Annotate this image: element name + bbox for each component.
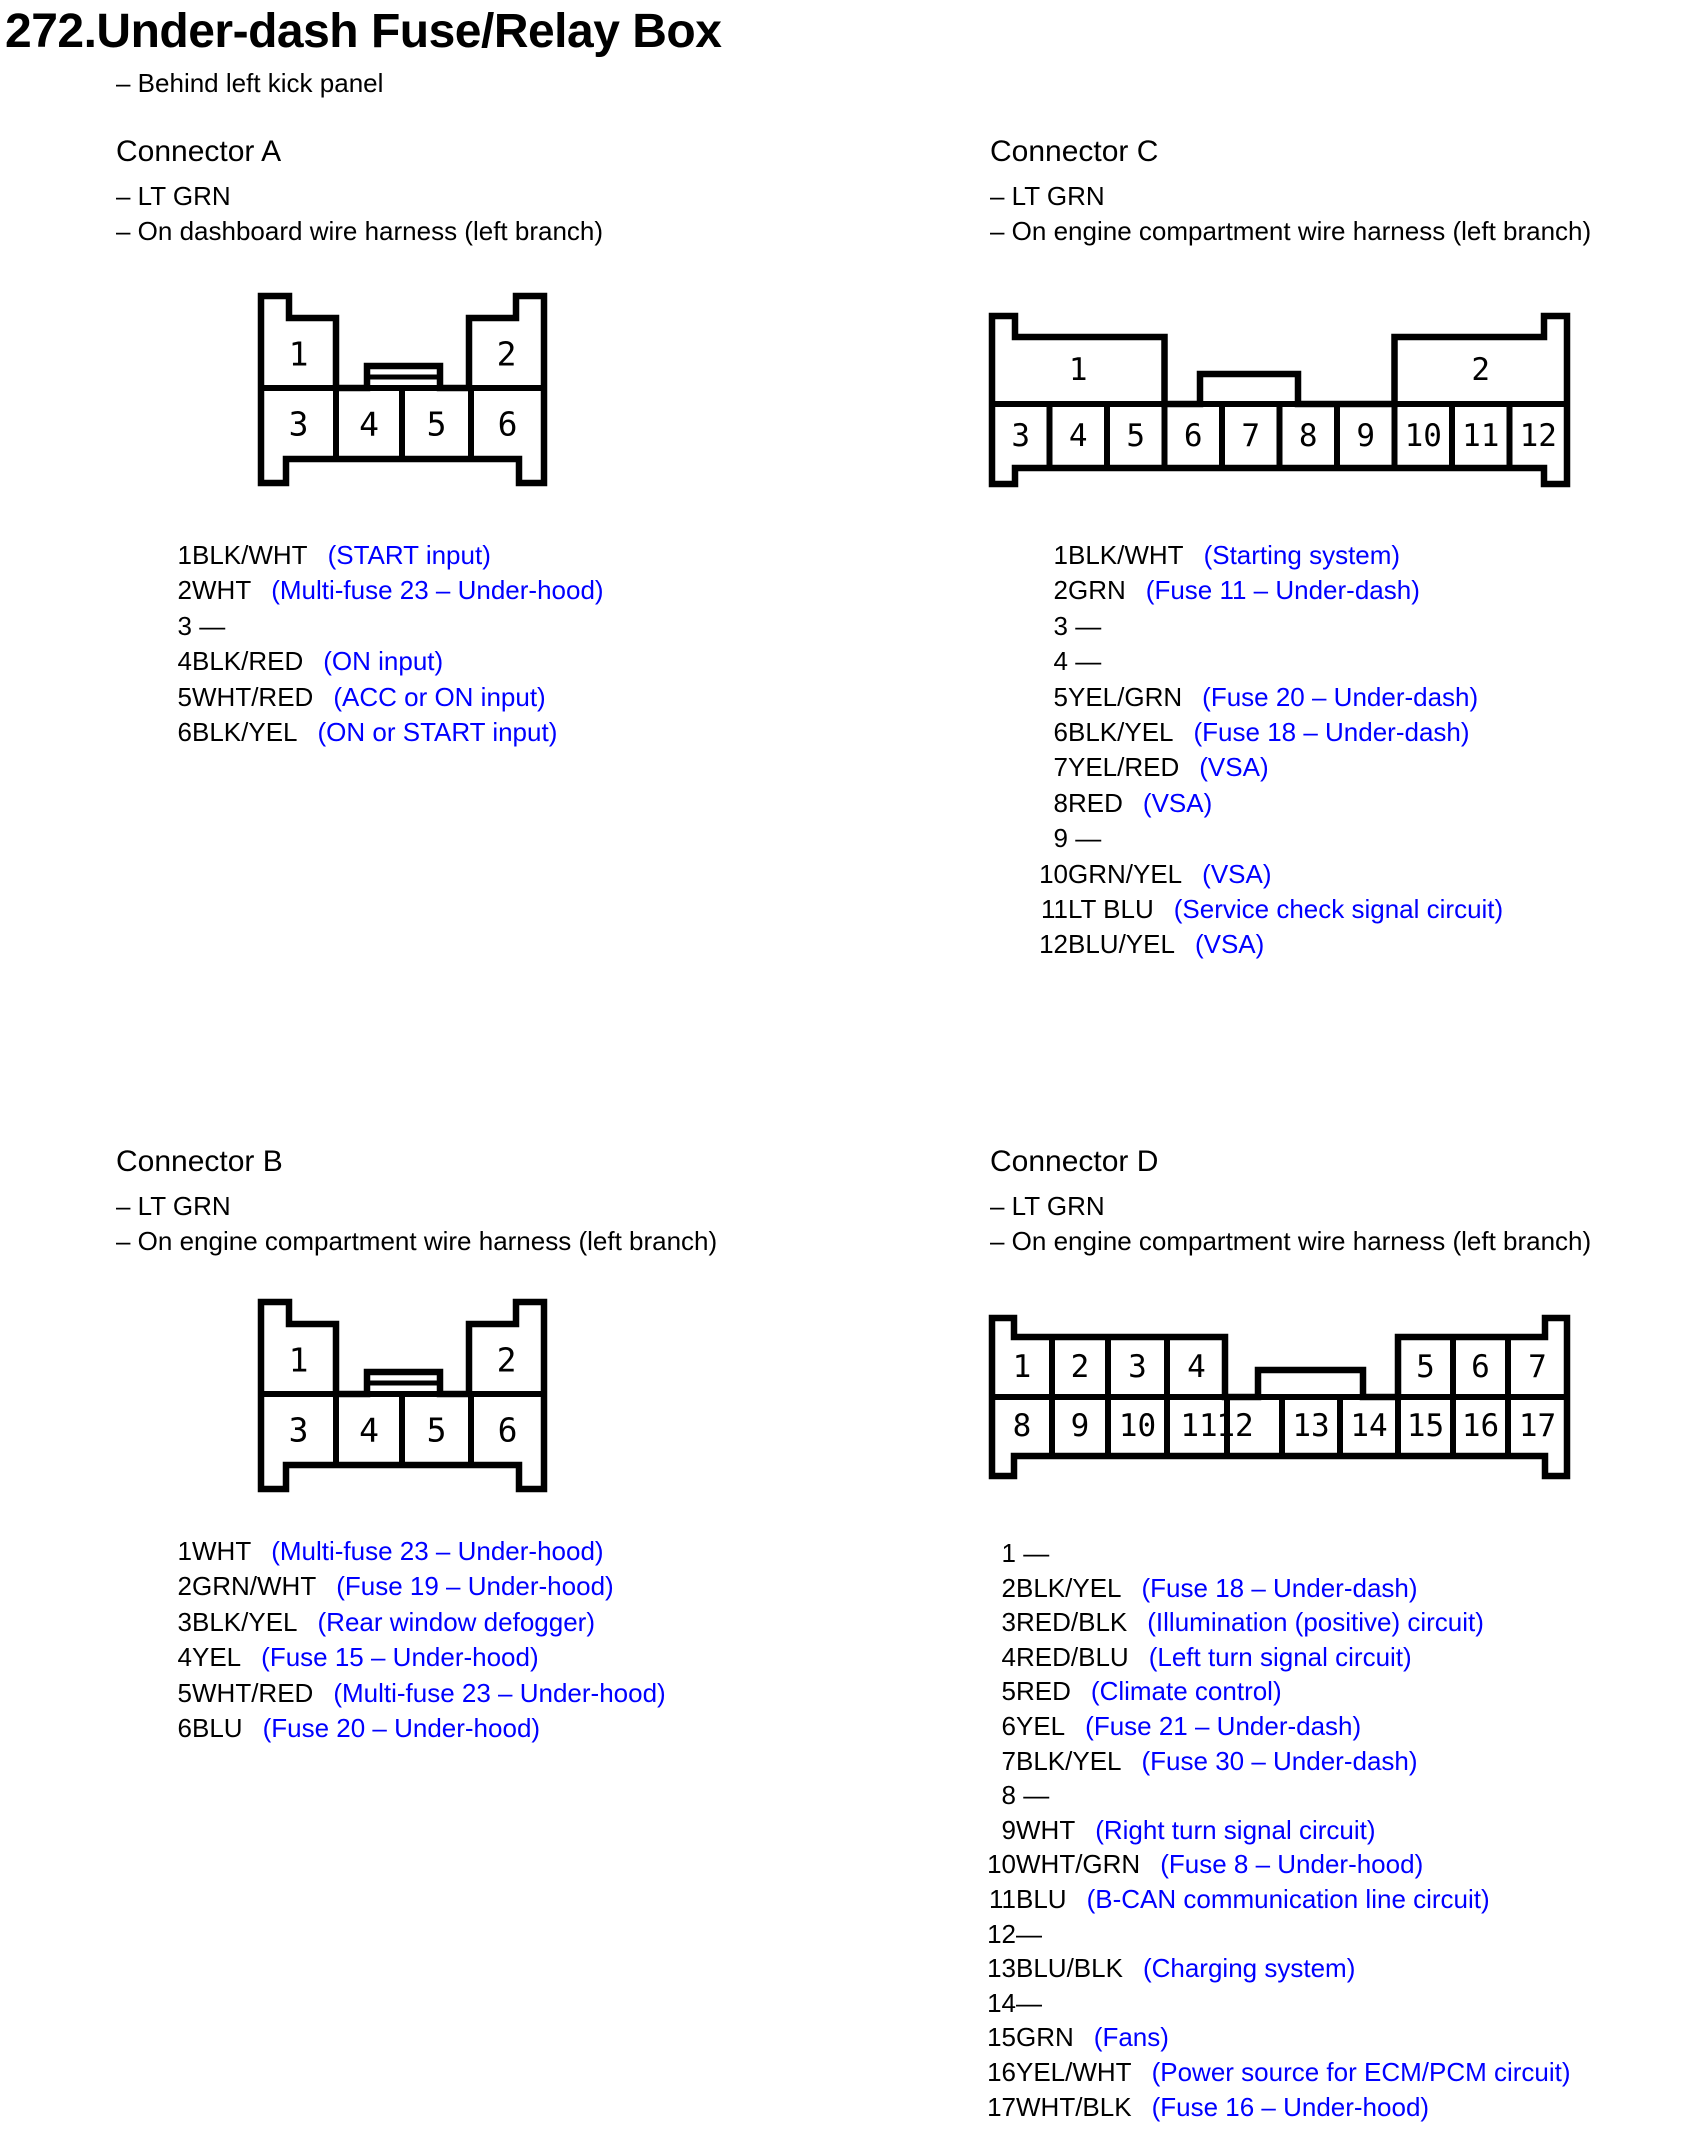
connector-a-note-color: – LT GRN xyxy=(116,181,231,211)
pin-function: (Fuse 8 – Under-hood) xyxy=(1160,1849,1424,1880)
pin-number: 11 xyxy=(1041,893,1068,924)
connector-cell-label: 1 xyxy=(1012,1349,1032,1385)
connector-d-diagram xyxy=(988,1314,1571,1480)
pin-number: 2 xyxy=(1053,575,1068,606)
pin-number: 17 xyxy=(987,2091,1016,2122)
connector-cell-label: 6 xyxy=(497,1410,518,1450)
connector-cell-label: 10 xyxy=(1118,1408,1157,1444)
pin-wire-color: BLU/YEL xyxy=(1068,929,1175,960)
pin-row xyxy=(971,1813,1571,1848)
pin-function: (Left turn signal circuit) xyxy=(1148,1641,1412,1672)
pin-wire-color: — xyxy=(1068,610,1102,641)
pin-number: 10 xyxy=(987,1849,1016,1880)
connector-cell-label: 12 xyxy=(1216,1408,1254,1444)
pin-number: 10 xyxy=(1039,858,1068,889)
pin-row xyxy=(147,1569,666,1604)
pin-number: 5 xyxy=(1053,681,1068,712)
connector-cell-label: 9 xyxy=(1356,418,1376,454)
pin-wire-color: — xyxy=(1016,1780,1050,1811)
pin-function: (ON input) xyxy=(323,646,444,677)
pin-function: (Fuse 18 – Under-dash) xyxy=(1193,716,1470,747)
pin-function: (VSA) xyxy=(1194,929,1265,960)
pin-wire-color: YEL/RED xyxy=(1068,752,1180,783)
connector-cell-label: 2 xyxy=(1070,1349,1090,1385)
pin-wire-color: RED xyxy=(1016,1676,1071,1707)
pin-number: 3 xyxy=(177,610,192,641)
pin-function: (VSA) xyxy=(1142,787,1213,818)
pin-number: 15 xyxy=(987,2022,1016,2053)
pin-wire-color: — xyxy=(1016,1918,1042,1949)
pin-row xyxy=(971,1605,1571,1640)
pin-wire-color: WHT/RED xyxy=(192,1677,314,1708)
pin-number: 6 xyxy=(177,1712,192,1743)
pin-number: 16 xyxy=(987,2056,1016,2087)
pin-number: 2 xyxy=(177,575,192,606)
connector-cell-label: 4 xyxy=(359,1410,379,1450)
pin-row xyxy=(971,1847,1571,1882)
pin-row xyxy=(1023,927,1503,962)
pin-row xyxy=(147,715,604,750)
connector-d-note-color: – LT GRN xyxy=(990,1191,1105,1221)
pin-number: 1 xyxy=(177,540,192,570)
pin-number: 11 xyxy=(989,1883,1016,1914)
connector-cell-label: 3 xyxy=(288,404,309,444)
pin-row xyxy=(971,1778,1571,1813)
pin-wire-color: GRN/YEL xyxy=(1068,858,1183,889)
pin-wire-color: BLK/YEL xyxy=(1016,1572,1122,1603)
pin-function: (Climate control) xyxy=(1090,1676,1282,1707)
pin-row xyxy=(147,1711,666,1746)
pin-wire-color: — xyxy=(1016,1538,1050,1568)
pin-row xyxy=(147,644,604,679)
connector-cell-label: 1 xyxy=(288,1340,309,1380)
connector-cell-label: 12 xyxy=(1519,418,1557,454)
connector-b-diagram xyxy=(257,1298,548,1493)
connector-cell-label: 11 xyxy=(1462,418,1500,454)
pin-function: (Rear window defogger) xyxy=(317,1606,595,1637)
pin-number: 3 xyxy=(177,1606,192,1637)
connector-cell-label: 9 xyxy=(1070,1408,1090,1444)
pin-row xyxy=(1023,573,1503,608)
pin-function: (Fuse 21 – Under-dash) xyxy=(1085,1710,1362,1741)
pin-wire-color: — xyxy=(1068,646,1102,677)
pin-number: 8 xyxy=(1001,1780,1016,1811)
connector-cell-label: 16 xyxy=(1461,1408,1500,1444)
pin-wire-color: BLK/YEL xyxy=(1068,716,1174,747)
pin-row xyxy=(971,2090,1571,2125)
pin-wire-color: BLU xyxy=(192,1712,243,1743)
pin-row xyxy=(1023,715,1503,750)
pin-function: (Multi-fuse 23 – Under-hood) xyxy=(333,1677,666,1708)
pin-number: 3 xyxy=(1001,1607,1016,1638)
pin-function: (VSA) xyxy=(1199,752,1269,783)
connector-cell-label: 14 xyxy=(1350,1408,1388,1444)
pin-row xyxy=(147,1534,666,1569)
pin-wire-color: BLK/WHT xyxy=(192,540,308,570)
connector-d-note-harness: – On engine compartment wire harness (left branch) xyxy=(990,1226,1592,1256)
pin-wire-color: YEL/GRN xyxy=(1068,681,1183,712)
connector-cell-label: 3 xyxy=(1128,1349,1147,1385)
pin-function: (Fans) xyxy=(1093,2022,1169,2053)
connector-cell-label: 7 xyxy=(1528,1349,1547,1385)
pin-function: (Right turn signal circuit) xyxy=(1095,1814,1376,1845)
connector-cell-label: 15 xyxy=(1406,1408,1445,1444)
pin-row xyxy=(971,1917,1571,1952)
pin-row xyxy=(1023,644,1503,679)
pin-number: 13 xyxy=(987,1953,1016,1984)
pin-row xyxy=(1023,857,1503,892)
pin-function: (B-CAN communication line circuit) xyxy=(1086,1883,1490,1914)
pin-wire-color: BLK/WHT xyxy=(1068,540,1184,570)
pin-number: 5 xyxy=(1001,1676,1016,1707)
pin-wire-color: YEL xyxy=(1016,1710,1066,1741)
pin-wire-color: YEL/WHT xyxy=(1016,2056,1132,2087)
connector-cell-label: 6 xyxy=(1471,1349,1490,1385)
connector-cell-label: 7 xyxy=(1241,418,1261,454)
connector-cell-label: 4 xyxy=(1068,418,1088,454)
pin-number: 1 xyxy=(1001,1538,1016,1568)
page-subtitle: – Behind left kick panel xyxy=(116,68,384,98)
connector-cell-label: 1 xyxy=(1068,352,1088,388)
pin-wire-color: — xyxy=(1016,1987,1042,2018)
pin-wire-color: GRN xyxy=(1016,2022,1074,2053)
pin-row xyxy=(147,1640,666,1675)
pin-number: 7 xyxy=(1053,752,1068,783)
connector-cell-label: 5 xyxy=(426,404,447,444)
pin-number: 7 xyxy=(1001,1745,1016,1776)
pin-wire-color: — xyxy=(192,610,226,641)
pin-number: 4 xyxy=(177,1642,192,1673)
pin-number: 12 xyxy=(987,1918,1016,1949)
pin-number: 2 xyxy=(177,1571,192,1602)
pin-row xyxy=(1023,892,1503,927)
pin-function: (ACC or ON input) xyxy=(333,681,546,712)
pin-number: 14 xyxy=(987,1987,1016,2018)
connector-cell-label: 5 xyxy=(1126,418,1146,454)
pin-wire-color: WHT xyxy=(192,575,252,606)
pin-wire-color: LT BLU xyxy=(1068,893,1154,924)
pin-function: (Fuse 20 – Under-hood) xyxy=(262,1712,541,1743)
pin-number: 12 xyxy=(1039,929,1068,960)
connector-cell-label: 1 xyxy=(288,334,309,374)
connector-cell-label: 5 xyxy=(1416,1349,1435,1385)
pin-number: 5 xyxy=(177,681,192,712)
pin-row xyxy=(147,680,604,715)
connector-cell-label: 2 xyxy=(496,334,517,374)
pin-number: 4 xyxy=(1001,1641,1016,1672)
pin-wire-color: BLK/YEL xyxy=(192,716,298,747)
pin-row xyxy=(971,1640,1571,1675)
pin-row xyxy=(971,2055,1571,2090)
connector-d-header: Connector D xyxy=(990,1145,1159,1178)
connector-cell-label: 2 xyxy=(1471,352,1491,388)
pin-function: (Fuse 11 – Under-dash) xyxy=(1145,575,1420,606)
pin-number: 3 xyxy=(1053,610,1068,641)
pin-function: (Fuse 18 – Under-dash) xyxy=(1141,1572,1418,1603)
pin-number: 4 xyxy=(1053,646,1068,677)
pin-function: (Multi-fuse 23 – Under-hood) xyxy=(271,575,604,606)
pin-function: (Fuse 19 – Under-hood) xyxy=(336,1571,614,1602)
pin-row xyxy=(971,1744,1571,1779)
connector-a-note-harness: – On dashboard wire harness (left branch) xyxy=(116,216,604,246)
pin-wire-color: WHT/BLK xyxy=(1016,2091,1132,2122)
pin-number: 6 xyxy=(177,716,192,747)
connector-cell-label: 8 xyxy=(1298,418,1318,454)
pin-function: (START input) xyxy=(327,540,491,570)
pin-function: (Fuse 30 – Under-dash) xyxy=(1141,1745,1418,1776)
connector-a-diagram xyxy=(257,292,548,487)
pin-number: 1 xyxy=(177,1536,192,1566)
pin-row xyxy=(971,1674,1571,1709)
connector-cell-label: 8 xyxy=(1012,1408,1032,1444)
pin-wire-color: WHT/RED xyxy=(192,681,314,712)
connector-cell-label: 11 xyxy=(1180,1408,1218,1444)
pin-wire-color: RED/BLK xyxy=(1016,1607,1128,1638)
pin-wire-color: — xyxy=(1068,823,1102,854)
pin-row xyxy=(971,1882,1571,1917)
pin-number: 6 xyxy=(1001,1710,1016,1741)
connector-cell-label: 3 xyxy=(288,1410,309,1450)
pin-function: (Fuse 16 – Under-hood) xyxy=(1151,2091,1430,2122)
pin-number: 8 xyxy=(1053,787,1068,818)
pin-row xyxy=(147,1676,666,1711)
connector-cell-label: 17 xyxy=(1518,1408,1557,1444)
pin-row xyxy=(971,1536,1571,1571)
pin-function: (Charging system) xyxy=(1142,1953,1356,1984)
pin-function: (Multi-fuse 23 – Under-hood) xyxy=(271,1536,604,1566)
pin-row xyxy=(147,573,604,608)
pin-row xyxy=(1023,786,1503,821)
connector-c-pin-list xyxy=(1023,538,1503,963)
connector-b-note-harness: – On engine compartment wire harness (left branch) xyxy=(116,1226,718,1256)
pin-function: (VSA) xyxy=(1202,858,1272,889)
connector-d-pin-list xyxy=(971,1536,1571,2124)
page-title: 272.Under-dash Fuse/Relay Box xyxy=(5,5,722,58)
pin-wire-color: RED xyxy=(1068,787,1123,818)
pin-row xyxy=(147,1605,666,1640)
connector-c-note-harness: – On engine compartment wire harness (left branch) xyxy=(990,216,1592,246)
pin-number: 1 xyxy=(1053,540,1068,570)
connector-c-header: Connector C xyxy=(990,135,1159,168)
pin-row xyxy=(147,538,604,573)
connector-b-pin-list xyxy=(147,1534,666,1746)
pin-wire-color: WHT/GRN xyxy=(1016,1849,1141,1880)
pin-row xyxy=(971,1571,1571,1606)
pin-row xyxy=(971,1709,1571,1744)
pin-row xyxy=(971,1951,1571,1986)
pin-function: (Fuse 15 – Under-hood) xyxy=(261,1642,539,1673)
pin-wire-color: BLK/YEL xyxy=(1016,1745,1122,1776)
pin-number: 6 xyxy=(1053,716,1068,747)
connector-cell-label: 10 xyxy=(1404,418,1442,454)
pin-function: (Service check signal circuit) xyxy=(1173,893,1504,924)
connector-cell-label: 2 xyxy=(496,1340,517,1380)
pin-function: (ON or START input) xyxy=(317,716,558,747)
connector-cell-label: 3 xyxy=(1011,418,1031,454)
connector-cell-label: 4 xyxy=(1187,1349,1206,1385)
pin-row xyxy=(1023,609,1503,644)
pin-row xyxy=(1023,750,1503,785)
pin-row xyxy=(971,1986,1571,2021)
pin-function: (Power source for ECM/PCM circuit) xyxy=(1151,2056,1571,2087)
pin-row xyxy=(971,2020,1571,2055)
pin-row xyxy=(1023,680,1503,715)
pin-function: (Starting system) xyxy=(1203,540,1401,570)
pin-function: (Fuse 20 – Under-dash) xyxy=(1202,681,1479,712)
pin-wire-color: BLK/RED xyxy=(192,646,304,677)
connector-b-note-color: – LT GRN xyxy=(116,1191,231,1221)
pin-wire-color: WHT xyxy=(192,1536,252,1566)
connector-cell-label: 4 xyxy=(359,404,379,444)
pin-row xyxy=(1023,538,1503,573)
pin-wire-color: BLK/YEL xyxy=(192,1606,298,1637)
connector-cell-label: 5 xyxy=(426,1410,447,1450)
pin-number: 4 xyxy=(177,646,192,677)
connector-a-pin-list xyxy=(147,538,604,750)
connector-a-header: Connector A xyxy=(116,135,282,168)
pin-wire-color: YEL xyxy=(192,1642,242,1673)
connector-b-header: Connector B xyxy=(116,1145,283,1178)
pin-wire-color: BLU/BLK xyxy=(1016,1953,1123,1984)
pin-wire-color: GRN/WHT xyxy=(192,1571,317,1602)
pin-number: 5 xyxy=(177,1677,192,1708)
pin-number: 9 xyxy=(1001,1814,1016,1845)
pin-wire-color: BLU xyxy=(1016,1883,1067,1914)
connector-cell-label: 6 xyxy=(497,404,518,444)
connector-cell-label: 13 xyxy=(1292,1408,1330,1444)
pin-function: (Illumination (positive) circuit) xyxy=(1147,1607,1484,1638)
pin-row xyxy=(1023,821,1503,856)
pin-number: 2 xyxy=(1001,1572,1016,1603)
pin-wire-color: WHT xyxy=(1016,1814,1076,1845)
pin-wire-color: RED/BLU xyxy=(1016,1641,1129,1672)
pin-row xyxy=(147,609,604,644)
connector-c-note-color: – LT GRN xyxy=(990,181,1105,211)
pin-number: 9 xyxy=(1053,823,1068,854)
pin-wire-color: GRN xyxy=(1068,575,1126,606)
connector-cell-label: 6 xyxy=(1183,418,1203,454)
connector-c-diagram xyxy=(988,312,1571,488)
